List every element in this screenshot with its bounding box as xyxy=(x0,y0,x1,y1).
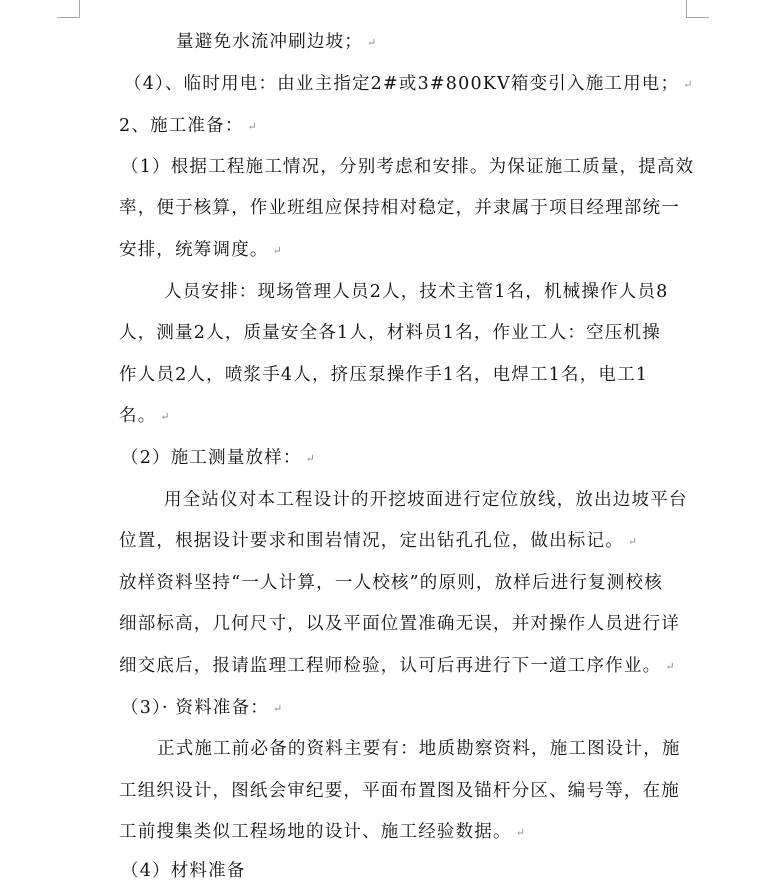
paragraph-mark: ↵ xyxy=(273,702,284,715)
heading-line: （3）· 资料准备： ↵ xyxy=(121,698,284,718)
text-line: 细交底后，报请监理工程师检验，认可后再进行下一道工序作业。 ↵ xyxy=(119,656,676,676)
corner-mark-top-left xyxy=(79,0,80,18)
text-line: 人，测量2人，质量安全各1人，材料员1名，作业工人：空压机操 xyxy=(119,323,661,343)
heading-line: （2）施工测量放样： ↵ xyxy=(121,448,317,468)
text-line: 名。 ↵ xyxy=(119,406,171,426)
paragraph-mark: ↵ xyxy=(160,410,171,423)
text-line: 量避免水流冲刷边坡； ↵ xyxy=(176,32,378,52)
heading-line-partial: （4）材料准备 xyxy=(121,861,246,881)
corner-mark-top-right xyxy=(686,0,687,18)
corner-mark-top-right-horizontal xyxy=(686,17,709,18)
text-line: （1）根据工程施工情况，分别考虑和安排。为保证施工质量，提高效 xyxy=(121,157,695,177)
text-line: 作人员2人，喷浆手4人，挤压泵操作手1名，电焊工1名，电工1 xyxy=(119,365,649,385)
paragraph-mark: ↵ xyxy=(683,78,694,91)
text-line: 位置，根据设计要求和围岩情况，定出钻孔孔位，做出标记。 ↵ xyxy=(119,531,639,551)
paragraph-mark: ↵ xyxy=(627,535,639,548)
paragraph-mark: ↵ xyxy=(247,120,258,133)
text-line: 率，便于核算，作业班组应保持相对稳定，并隶属于项目经理部统一 xyxy=(119,198,680,218)
paragraph-mark: ↵ xyxy=(305,452,317,465)
paragraph-mark: ↵ xyxy=(272,244,284,257)
paragraph-mark: ↵ xyxy=(665,660,676,673)
text-line: （4）、临时用电：由业主指定2#或3#800KV箱变引入施工用电； ↵ xyxy=(124,74,694,94)
text-line: 放样资料坚持“一人计算，一人校核”的原则，放样后进行复测校核 xyxy=(119,573,663,593)
text-line: 细部标高，几何尺寸，以及平面位置准确无误，并对操作人员进行详 xyxy=(119,614,680,634)
text-line: 用全站仪对本工程设计的开挖坡面进行定位放线，放出边坡平台 xyxy=(164,490,688,510)
text-line: 工组织设计，图纸会审纪要，平面布置图及锚杆分区、编号等，在施 xyxy=(119,781,680,801)
corner-mark-top-left-horizontal xyxy=(57,17,80,18)
heading-line: 2、施工准备： ↵ xyxy=(119,116,258,136)
paragraph-mark: ↵ xyxy=(367,36,378,49)
text-line: 正式施工前必备的资料主要有：地质勘察资料，施工图设计，施 xyxy=(157,739,681,759)
paragraph-mark: ↵ xyxy=(515,826,527,839)
text-line: 人员安排：现场管理人员2人，技术主管1名，机械操作人员8 xyxy=(164,282,669,302)
text-line: 安排，统筹调度。 ↵ xyxy=(119,240,284,260)
text-line: 工前搜集类似工程场地的设计、施工经验数据。 ↵ xyxy=(119,822,527,842)
